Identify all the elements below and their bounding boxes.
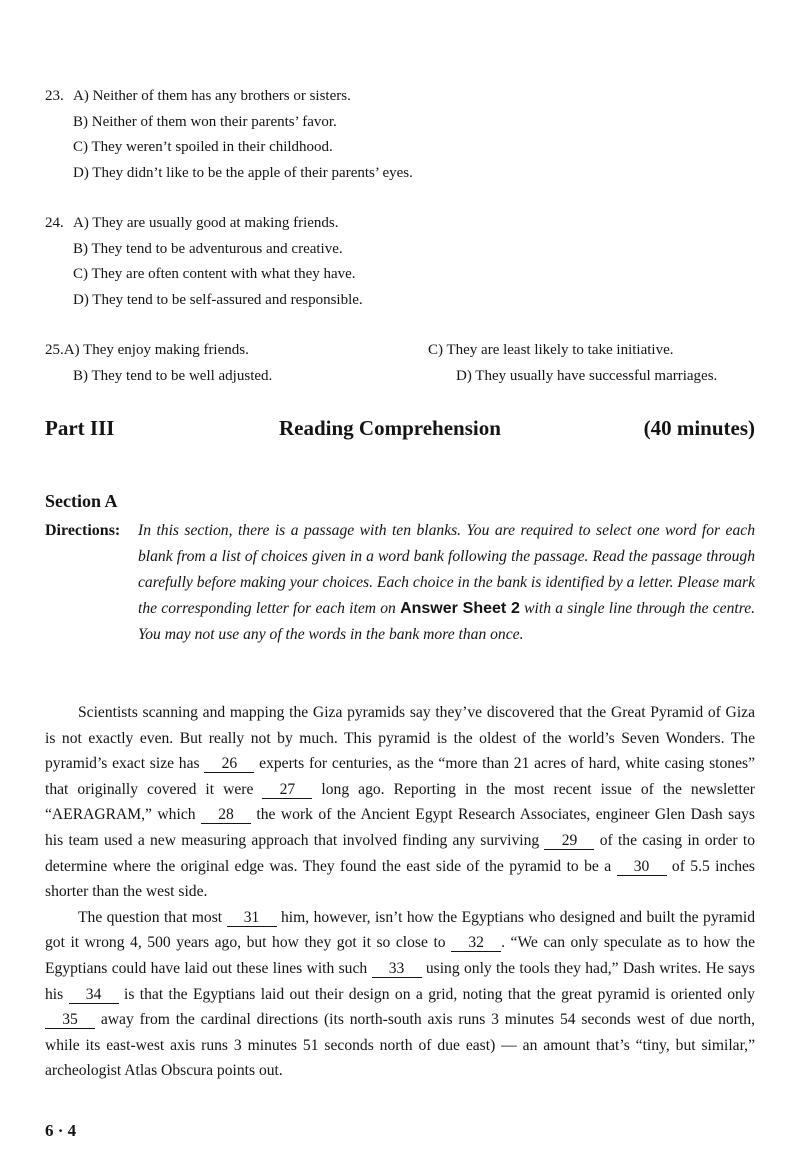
passage-text: long ago. Reporting in the most recent issue of the newsletter “AERAGRAM,” which	[45, 780, 755, 824]
passage-text: The question that most	[78, 908, 227, 926]
option-b: B) They tend to be adventurous and creative.	[73, 240, 343, 257]
options-row	[45, 338, 755, 364]
blank-35: 35	[45, 1011, 95, 1029]
passage-text: is that the Egyptians laid out their design on a grid, noting that the great pyramid is oriented only	[118, 985, 755, 1003]
passage-text: him, however, isn’t how the Egyptians who designed and built the pyramid got it wrong 4, 500 years ago, but how they got it so close to	[45, 908, 756, 952]
blank-29: 29	[544, 832, 594, 850]
part-title: Reading Comprehension	[279, 416, 501, 440]
question-number: 24.	[45, 215, 64, 231]
option-a: A) Neither of them has any brothers or sisters.	[73, 88, 351, 104]
blank-32: 32	[451, 934, 501, 952]
question-24	[45, 211, 755, 313]
page-number: 6 · 4	[45, 1121, 77, 1140]
question-number: 23.	[45, 88, 64, 104]
passage-text: Scientists scanning and mapping the Giza pyramids say they’ve discovered that the Great Pyramid of Giza is not exactly even. But really not by much. This pyramid is the oldest of the world’s Seven Wonders. The pyramid’s exact size has	[45, 704, 755, 773]
reading-passage	[45, 700, 755, 1084]
blank-31: 31	[227, 909, 277, 927]
passage-paragraph-1	[45, 700, 755, 905]
passage-text: of 5.5 inches shorter than the west side.	[45, 857, 755, 901]
option-d: D) They tend to be self-assured and responsible.	[73, 291, 363, 308]
directions-text-part2: with a single line through the centre. You may not use any of the words in the bank more than once.	[138, 600, 756, 643]
passage-text: using only the tools they had,” Dash writes. He says his	[45, 959, 755, 1003]
part-label: Part III	[45, 416, 115, 440]
section-title: Section A	[45, 491, 118, 511]
blank-27: 27	[262, 781, 312, 799]
passage-text: . “We can only speculate as to how the Egyptians could have laid out these lines with such	[45, 934, 755, 977]
passage-text: experts for centuries, as the “more than 21 acres of hard, white casing stones” that originally covered it were	[45, 755, 755, 798]
question-option	[45, 338, 428, 364]
question-option	[45, 84, 755, 110]
passage-paragraph-2	[45, 905, 755, 1084]
option-b: B) They tend to be well adjusted.	[73, 367, 273, 384]
blank-26: 26	[204, 755, 254, 773]
part-time: (40 minutes)	[643, 416, 755, 440]
option-d: D) They didn’t like to be the apple of their parents’ eyes.	[73, 164, 413, 181]
option-c: C) They are least likely to take initiative.	[428, 342, 674, 358]
answer-sheet-label: Answer Sheet 2	[400, 600, 520, 617]
passage-text: of the casing in order to determine where the original edge was. They found the east side of the pyramid to be a	[45, 831, 756, 875]
option-a: A) They enjoy making friends.	[63, 342, 249, 358]
option-a: A) They are usually good at making friends.	[73, 215, 339, 231]
directions-label: Directions:	[45, 522, 121, 539]
passage-text: away from the cardinal directions (its north-south axis runs 3 minutes 54 seconds west of due north, while its east-west axis runs 3 minutes 51 seconds north of due east) — an amount that’s “tiny, but similar,” archeologist Atlas Obscura points out.	[45, 1011, 755, 1080]
option-c: C) They weren’t spoiled in their childhood.	[73, 139, 333, 155]
option-d: D) They usually have successful marriages.	[456, 367, 718, 384]
directions-text-part1: In this section, there is a passage with ten blanks. You are required to select one word for each blank from a list of choices given in a word bank following the passage. Read the passage through carefully before making your choices. Each choice in the bank is identified by a letter. Please mark the corresponding letter for each item on	[138, 522, 755, 617]
options-row	[45, 364, 755, 390]
passage-text: the work of the Ancient Egypt Research Associates, engineer Glen Dash says his team used a new measuring approach that involved finding any surviving	[45, 806, 755, 849]
blank-33: 33	[372, 960, 422, 978]
blank-28: 28	[201, 806, 251, 824]
question-25	[45, 338, 755, 389]
directions-text	[138, 518, 755, 648]
blank-30: 30	[617, 858, 667, 876]
question-number: 25.	[45, 342, 64, 358]
question-option	[45, 211, 755, 237]
option-b: B) Neither of them won their parents’ favor.	[73, 113, 337, 130]
option-c: C) They are often content with what they have.	[73, 266, 356, 282]
blank-34: 34	[69, 986, 119, 1004]
question-23	[45, 84, 755, 186]
